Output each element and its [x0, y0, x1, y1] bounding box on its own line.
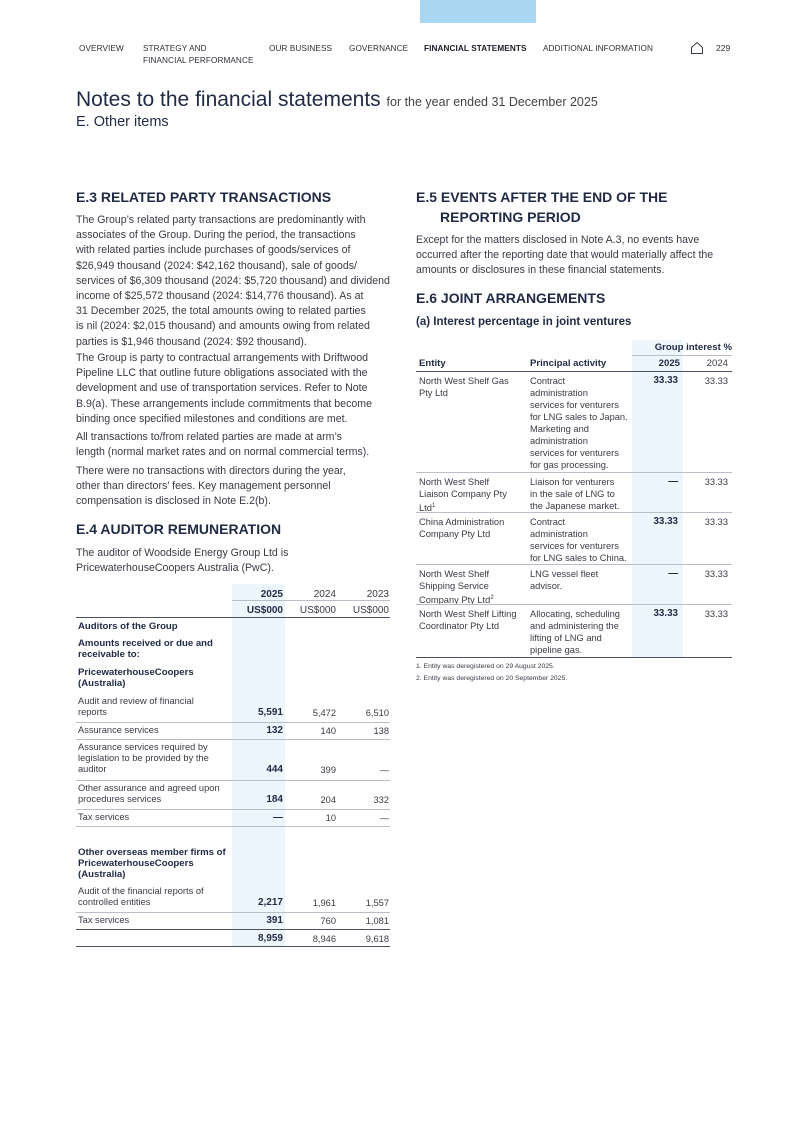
interest-2024: 33.33	[704, 376, 728, 386]
row-value: 204	[320, 795, 336, 805]
nav-strategy-line2[interactable]: FINANCIAL PERFORMANCE	[143, 56, 254, 65]
interest-2024: 33.33	[704, 609, 728, 619]
text-line: parties is $1,946 thousand (2024: $92 thousand).	[76, 335, 307, 348]
column-year: 2024	[313, 589, 336, 600]
interest-2024: 33.33	[704, 569, 728, 579]
section-title: E. Other items	[76, 114, 169, 130]
principal-activity: services for venturers	[530, 448, 619, 458]
e3-paragraph-3	[76, 430, 396, 460]
nav-our-business[interactable]: OUR BUSINESS	[269, 44, 333, 53]
principal-activity: services for venturers	[530, 400, 619, 410]
interest-2025: 33.33	[653, 375, 678, 386]
row-value: 1,081	[365, 916, 389, 926]
text-line: PricewaterhouseCoopers Australia (PwC).	[76, 562, 274, 575]
entity-name	[419, 476, 529, 488]
row-label: Auditors of the Group	[78, 621, 178, 632]
row-label: reports	[78, 707, 107, 717]
entity-name-text: Pty Ltd	[419, 388, 448, 398]
text-line: services of $6,309 thousand (2024: $5,720 thousand) and dividend	[76, 274, 390, 287]
total-bottom-rule	[76, 946, 390, 947]
total-top-rule	[76, 929, 390, 930]
principal-activity: and administering the	[530, 621, 619, 631]
header-divider	[232, 600, 390, 601]
entity-name	[419, 516, 529, 528]
nav-governance[interactable]: GOVERNANCE	[349, 44, 409, 53]
total-value: 9,618	[365, 934, 389, 944]
row-label: (Australia)	[78, 869, 126, 880]
e4-intro	[76, 546, 396, 576]
text-line: binding once specified milestones and conditions are met.	[76, 412, 348, 425]
e3-paragraph-1	[76, 213, 396, 350]
entity-name	[419, 387, 529, 399]
row-value: 1,557	[365, 898, 389, 908]
nav-strategy[interactable]: STRATEGY AND	[143, 44, 207, 53]
entity-name-text: North West Shelf	[419, 569, 490, 579]
principal-activity: Allocating, scheduling	[530, 609, 620, 619]
row-divider	[416, 512, 732, 513]
principal-activity: for LNG sales to Japan.	[530, 412, 628, 422]
page-title	[76, 88, 598, 112]
principal-activity: administration	[530, 529, 588, 539]
row-value: 132	[266, 725, 283, 736]
row-label: Tax services	[78, 915, 130, 925]
principal-activity: for LNG sales to China.	[530, 553, 627, 563]
row-divider	[76, 826, 390, 827]
row-label: procedures services	[78, 794, 162, 804]
row-label: auditor	[78, 764, 107, 774]
header-rule	[416, 371, 732, 372]
footnote-1: 1. Entity was deregistered on 29 August 2025.	[416, 663, 555, 670]
interest-2025: 33.33	[653, 516, 678, 527]
row-divider	[416, 657, 732, 658]
entity-name-text: China Administration	[419, 517, 505, 527]
entity-name	[419, 488, 529, 500]
entity-name-text: Shipping Service	[419, 581, 489, 591]
principal-activity: pipeline gas.	[530, 645, 583, 655]
text-line: 31 December 2025, the total amounts owing to related parties	[76, 305, 366, 318]
principal-activity: for gas processing.	[530, 460, 609, 470]
text-line: The Group is party to contractual arrangements with Driftwood	[76, 352, 369, 364]
text-line: with related parties include purchases of goods/services of	[76, 244, 351, 257]
entity-name	[419, 580, 529, 592]
text-line: compensation is disclosed in Note E.2(b).	[76, 495, 271, 508]
page-title-period: for the year ended 31 December 2025	[386, 95, 598, 109]
row-value: 444	[266, 764, 283, 775]
row-label: Other assurance and agreed upon	[78, 783, 220, 793]
entity-name-text: Liaison Company Pty	[419, 489, 507, 499]
principal-activity: LNG vessel fleet	[530, 569, 599, 579]
entity-name	[419, 620, 529, 632]
principal-activity: administration	[530, 388, 588, 398]
section-tab-marker	[420, 0, 536, 23]
page-number: 229	[716, 43, 731, 53]
entity-name	[419, 528, 529, 540]
text-line: is nil (2024: $2,015 thousand) and amounts owing from related	[76, 320, 370, 333]
interest-2024: 33.33	[704, 517, 728, 527]
total-value: 8,959	[257, 933, 283, 944]
principal-activity: Contract	[530, 376, 566, 386]
entity-name-text: North West Shelf Gas	[419, 376, 509, 386]
row-value: 399	[320, 765, 336, 775]
entity-name-text: Ltd	[419, 503, 432, 514]
column-unit: US$000	[299, 605, 336, 616]
total-value: 8,946	[312, 934, 336, 944]
row-label: legislation to be provided by the	[78, 753, 209, 763]
row-label: Assurance services	[78, 725, 159, 735]
text-line: development and use of transportation services. Refer to Note	[76, 382, 368, 395]
e4-heading: E.4 AUDITOR REMUNERATION	[76, 521, 282, 537]
text-line: All transactions to/from related parties are made at arm’s	[76, 431, 342, 443]
row-divider	[76, 739, 390, 740]
row-label: Amounts received or due and	[78, 638, 213, 649]
principal-activity: Contract	[530, 517, 566, 527]
column-year: 2023	[366, 589, 389, 600]
text-line: The auditor of Woodside Energy Group Ltd is	[76, 547, 289, 559]
home-icon[interactable]	[690, 41, 704, 55]
text-line: Except for the matters disclosed in Note A.3, no events have	[416, 234, 700, 246]
e3-paragraph-2	[76, 351, 396, 427]
page-title-main: Notes to the financial statements	[76, 88, 381, 111]
interest-2025: —	[668, 568, 678, 579]
heading-line: E.5 EVENTS AFTER THE END OF THE	[416, 189, 668, 205]
row-value: —	[379, 765, 389, 775]
column-year: 2025	[658, 358, 680, 369]
entity-name	[419, 568, 529, 580]
footnote-marker: 1	[431, 503, 436, 509]
row-divider	[76, 780, 390, 781]
row-value: 5,591	[257, 707, 283, 718]
text-line: B.9(a). These arrangements include commitments that become	[76, 397, 372, 410]
row-value: 184	[266, 794, 283, 805]
row-value: 6,510	[365, 708, 389, 718]
e3-paragraph-4	[76, 464, 396, 510]
header-rule	[76, 617, 390, 618]
footnote-2: 2. Entity was deregistered on 20 September 2025.	[416, 675, 568, 682]
principal-activity: advisor.	[530, 581, 563, 591]
row-divider	[416, 472, 732, 473]
text-line: income of $25,572 thousand (2024: $14,776 thousand). As at	[76, 290, 364, 303]
row-label: Other overseas member firms of	[78, 847, 226, 858]
text-line: There were no transactions with directors during the year,	[76, 465, 346, 477]
column-unit: US$000	[352, 605, 389, 616]
entity-name-text: Coordinator Pty Ltd	[419, 621, 500, 631]
row-label: PricewaterhouseCoopers	[78, 858, 194, 869]
entity-name	[419, 608, 529, 620]
row-label: (Australia)	[78, 678, 126, 689]
row-label: receivable to:	[78, 649, 140, 660]
entity-name-text: Company Pty Ltd	[419, 595, 491, 606]
principal-activity: administration	[530, 436, 588, 446]
interest-2024: 33.33	[704, 477, 728, 487]
row-value: —	[379, 813, 389, 823]
principal-activity: the Japanese market.	[530, 501, 620, 511]
group-header-rule	[632, 355, 732, 356]
row-value: 332	[373, 795, 389, 805]
row-value: 138	[373, 726, 389, 736]
row-divider	[76, 912, 390, 913]
e5-text	[416, 233, 736, 279]
entity-name-text: North West Shelf	[419, 477, 490, 487]
entity-name-text: Company Pty Ltd	[419, 529, 491, 539]
row-label: controlled entities	[78, 897, 151, 907]
nav-additional-information[interactable]: ADDITIONAL INFORMATION	[543, 44, 654, 53]
text-line: occurred after the reporting date that would materially affect the	[416, 249, 714, 262]
row-value: 391	[266, 915, 283, 926]
text-line: $26,949 thousand (2024: $42,162 thousand), sale of goods/	[76, 259, 357, 272]
e3-heading: E.3 RELATED PARTY TRANSACTIONS	[76, 189, 332, 205]
heading-line: REPORTING PERIOD	[440, 209, 581, 225]
row-label: Assurance services required by	[78, 742, 208, 752]
row-value: —	[273, 812, 283, 823]
row-value: 760	[320, 916, 336, 926]
text-line: length (normal market rates and on normal commercial terms).	[76, 446, 370, 459]
row-label: PricewaterhouseCoopers	[78, 667, 194, 678]
row-value: 1,961	[312, 898, 336, 908]
principal-activity: in the sale of LNG to	[530, 489, 615, 499]
principal-activity: lifting of LNG and	[530, 633, 602, 643]
text-line: other than directors’ fees. Key management personnel	[76, 480, 331, 493]
row-value: 2,217	[257, 897, 283, 908]
principal-activity: Liaison for venturers	[530, 477, 615, 487]
column-unit: US$000	[246, 605, 283, 616]
row-divider	[416, 604, 732, 605]
row-label: Tax services	[78, 812, 130, 822]
text-line: The Group’s related party transactions are predominantly with	[76, 214, 366, 226]
text-line: associates of the Group. During the period, the transactions	[76, 229, 356, 242]
group-interest-header: Group interest %	[654, 342, 732, 353]
e6-subheading: (a) Interest percentage in joint ventures	[416, 316, 632, 328]
column-entity: Entity	[419, 358, 446, 369]
column-year: 2024	[706, 358, 728, 369]
principal-activity: Marketing and	[530, 424, 589, 434]
row-value: 140	[320, 726, 336, 736]
nav-overview[interactable]: OVERVIEW	[79, 44, 124, 53]
column-year: 2025	[260, 589, 283, 600]
e6-heading: E.6 JOINT ARRANGEMENTS	[416, 290, 606, 306]
row-divider	[76, 809, 390, 810]
principal-activity: services for venturers	[530, 541, 619, 551]
nav-financial-statements[interactable]: FINANCIAL STATEMENTS	[424, 44, 527, 53]
row-divider	[76, 722, 390, 723]
entity-name-text: North West Shelf Lifting	[419, 609, 517, 619]
row-value: 5,472	[312, 708, 336, 718]
row-divider	[416, 564, 732, 565]
text-line: Pipeline LLC that outline future obligations associated with the	[76, 367, 368, 380]
e5-heading	[416, 187, 668, 227]
row-value: 10	[325, 813, 336, 823]
text-line: amounts or disclosures in these financial statements.	[416, 264, 665, 277]
interest-2025: 33.33	[653, 608, 678, 619]
column-principal-activity: Principal activity	[530, 358, 607, 369]
footnote-marker: 2	[490, 595, 494, 601]
row-label: Audit and review of financial	[78, 696, 194, 706]
row-label: Audit of the financial reports of	[78, 886, 204, 896]
entity-name	[419, 375, 529, 387]
interest-2025: —	[668, 476, 678, 487]
